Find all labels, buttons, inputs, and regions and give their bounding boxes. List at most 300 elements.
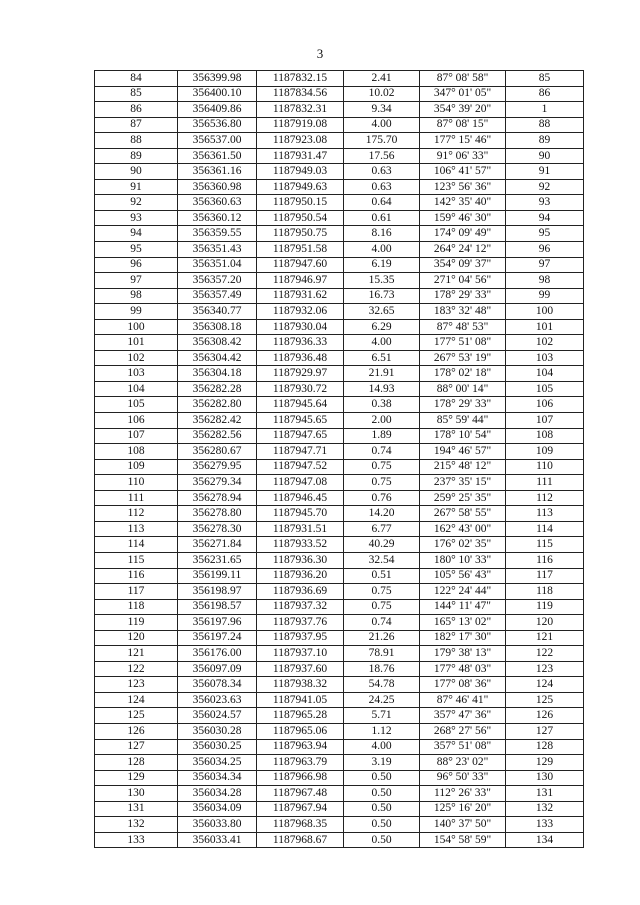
y-coordinate-cell: 1187937.10 [257, 646, 344, 662]
x-coordinate-cell: 356033.80 [178, 817, 257, 833]
point-number-cell: 119 [95, 615, 178, 631]
bearing-cell: 162° 43' 00" [420, 521, 506, 537]
bearing-cell: 267° 58' 55" [420, 506, 506, 522]
point-number-cell: 113 [95, 521, 178, 537]
x-coordinate-cell: 356034.09 [178, 801, 257, 817]
x-coordinate-cell: 356176.00 [178, 646, 257, 662]
y-coordinate-cell: 1187937.95 [257, 630, 344, 646]
table-row [95, 195, 584, 211]
bearing-cell: 177° 51' 08" [420, 335, 506, 351]
bearing-cell: 178° 29' 33" [420, 397, 506, 413]
table-row [95, 661, 584, 677]
bearing-cell: 264° 24' 12" [420, 242, 506, 258]
y-coordinate-cell: 1187931.51 [257, 521, 344, 537]
table-row [95, 475, 584, 491]
y-coordinate-cell: 1187931.62 [257, 288, 344, 304]
x-coordinate-cell: 356361.16 [178, 164, 257, 180]
y-coordinate-cell: 1187967.94 [257, 801, 344, 817]
bearing-cell: 105° 56' 43" [420, 568, 506, 584]
next-point-cell: 107 [506, 413, 584, 429]
x-coordinate-cell: 356537.00 [178, 133, 257, 149]
point-number-cell: 114 [95, 537, 178, 553]
bearing-cell: 179° 38' 13" [420, 646, 506, 662]
point-number-cell: 98 [95, 288, 178, 304]
y-coordinate-cell: 1187945.70 [257, 506, 344, 522]
point-number-cell: 95 [95, 242, 178, 258]
next-point-cell: 86 [506, 86, 584, 102]
distance-cell: 78.91 [344, 646, 420, 662]
table-row [95, 506, 584, 522]
table-row [95, 630, 584, 646]
point-number-cell: 132 [95, 817, 178, 833]
bearing-cell: 87° 46' 41" [420, 692, 506, 708]
next-point-cell: 109 [506, 444, 584, 460]
distance-cell: 5.71 [344, 708, 420, 724]
x-coordinate-cell: 356197.96 [178, 615, 257, 631]
x-coordinate-cell: 356351.04 [178, 257, 257, 273]
y-coordinate-cell: 1187949.03 [257, 164, 344, 180]
distance-cell: 0.64 [344, 195, 420, 211]
distance-cell: 0.75 [344, 475, 420, 491]
bearing-cell: 215° 48' 12" [420, 459, 506, 475]
y-coordinate-cell: 1187947.08 [257, 475, 344, 491]
distance-cell: 0.61 [344, 210, 420, 226]
next-point-cell: 113 [506, 506, 584, 522]
y-coordinate-cell: 1187967.48 [257, 786, 344, 802]
table-row [95, 164, 584, 180]
next-point-cell: 1 [506, 102, 584, 118]
distance-cell: 32.65 [344, 304, 420, 320]
distance-cell: 24.25 [344, 692, 420, 708]
point-number-cell: 129 [95, 770, 178, 786]
bearing-cell: 267° 53' 19" [420, 350, 506, 366]
bearing-cell: 268° 27' 56" [420, 723, 506, 739]
distance-cell: 6.29 [344, 319, 420, 335]
y-coordinate-cell: 1187941.05 [257, 692, 344, 708]
point-number-cell: 106 [95, 413, 178, 429]
distance-cell: 0.75 [344, 584, 420, 600]
bearing-cell: 112° 26' 33" [420, 786, 506, 802]
point-number-cell: 111 [95, 490, 178, 506]
distance-cell: 1.89 [344, 428, 420, 444]
y-coordinate-cell: 1187950.15 [257, 195, 344, 211]
bearing-cell: 87° 48' 53" [420, 319, 506, 335]
bearing-cell: 142° 35' 40" [420, 195, 506, 211]
distance-cell: 4.00 [344, 335, 420, 351]
distance-cell: 6.51 [344, 350, 420, 366]
point-number-cell: 118 [95, 599, 178, 615]
next-point-cell: 119 [506, 599, 584, 615]
bearing-cell: 182° 17' 30" [420, 630, 506, 646]
y-coordinate-cell: 1187937.60 [257, 661, 344, 677]
table-row [95, 179, 584, 195]
y-coordinate-cell: 1187968.35 [257, 817, 344, 833]
y-coordinate-cell: 1187949.63 [257, 179, 344, 195]
distance-cell: 0.63 [344, 179, 420, 195]
next-point-cell: 89 [506, 133, 584, 149]
next-point-cell: 88 [506, 117, 584, 133]
next-point-cell: 127 [506, 723, 584, 739]
y-coordinate-cell: 1187947.71 [257, 444, 344, 460]
next-point-cell: 94 [506, 210, 584, 226]
next-point-cell: 117 [506, 568, 584, 584]
next-point-cell: 97 [506, 257, 584, 273]
point-number-cell: 100 [95, 319, 178, 335]
point-number-cell: 87 [95, 117, 178, 133]
bearing-cell: 357° 51' 08" [420, 739, 506, 755]
table-row [95, 366, 584, 382]
y-coordinate-cell: 1187930.72 [257, 381, 344, 397]
next-point-cell: 96 [506, 242, 584, 258]
next-point-cell: 108 [506, 428, 584, 444]
table-row [95, 584, 584, 600]
next-point-cell: 102 [506, 335, 584, 351]
bearing-cell: 178° 10' 54" [420, 428, 506, 444]
bearing-cell: 159° 46' 30" [420, 210, 506, 226]
distance-cell: 17.56 [344, 148, 420, 164]
coordinates-table-body [95, 71, 584, 848]
distance-cell: 2.41 [344, 71, 420, 87]
table-row [95, 397, 584, 413]
distance-cell: 0.50 [344, 832, 420, 848]
bearing-cell: 154° 58' 59" [420, 832, 506, 848]
point-number-cell: 127 [95, 739, 178, 755]
point-number-cell: 84 [95, 71, 178, 87]
y-coordinate-cell: 1187963.79 [257, 755, 344, 771]
next-point-cell: 95 [506, 226, 584, 242]
point-number-cell: 86 [95, 102, 178, 118]
table-row [95, 117, 584, 133]
distance-cell: 1.12 [344, 723, 420, 739]
distance-cell: 175.70 [344, 133, 420, 149]
table-row [95, 521, 584, 537]
point-number-cell: 88 [95, 133, 178, 149]
point-number-cell: 101 [95, 335, 178, 351]
next-point-cell: 125 [506, 692, 584, 708]
y-coordinate-cell: 1187946.97 [257, 273, 344, 289]
table-row [95, 677, 584, 693]
bearing-cell: 177° 48' 03" [420, 661, 506, 677]
y-coordinate-cell: 1187951.58 [257, 242, 344, 258]
bearing-cell: 122° 24' 44" [420, 584, 506, 600]
x-coordinate-cell: 356199.11 [178, 568, 257, 584]
bearing-cell: 357° 47' 36" [420, 708, 506, 724]
y-coordinate-cell: 1187931.47 [257, 148, 344, 164]
bearing-cell: 165° 13' 02" [420, 615, 506, 631]
bearing-cell: 178° 02' 18" [420, 366, 506, 382]
y-coordinate-cell: 1187968.67 [257, 832, 344, 848]
y-coordinate-cell: 1187932.06 [257, 304, 344, 320]
distance-cell: 2.00 [344, 413, 420, 429]
bearing-cell: 180° 10' 33" [420, 552, 506, 568]
x-coordinate-cell: 356282.80 [178, 397, 257, 413]
y-coordinate-cell: 1187933.52 [257, 537, 344, 553]
distance-cell: 0.50 [344, 801, 420, 817]
distance-cell: 21.91 [344, 366, 420, 382]
bearing-cell: 123° 56' 36" [420, 179, 506, 195]
x-coordinate-cell: 356034.28 [178, 786, 257, 802]
y-coordinate-cell: 1187947.60 [257, 257, 344, 273]
x-coordinate-cell: 356409.86 [178, 102, 257, 118]
x-coordinate-cell: 356340.77 [178, 304, 257, 320]
distance-cell: 4.00 [344, 242, 420, 258]
y-coordinate-cell: 1187923.08 [257, 133, 344, 149]
table-row [95, 817, 584, 833]
distance-cell: 14.20 [344, 506, 420, 522]
point-number-cell: 107 [95, 428, 178, 444]
table-row [95, 552, 584, 568]
point-number-cell: 120 [95, 630, 178, 646]
point-number-cell: 108 [95, 444, 178, 460]
x-coordinate-cell: 356304.18 [178, 366, 257, 382]
table-row [95, 459, 584, 475]
table-row [95, 413, 584, 429]
distance-cell: 32.54 [344, 552, 420, 568]
table-row [95, 537, 584, 553]
x-coordinate-cell: 356360.98 [178, 179, 257, 195]
table-row [95, 801, 584, 817]
point-number-cell: 89 [95, 148, 178, 164]
next-point-cell: 129 [506, 755, 584, 771]
y-coordinate-cell: 1187947.52 [257, 459, 344, 475]
distance-cell: 0.50 [344, 817, 420, 833]
y-coordinate-cell: 1187936.30 [257, 552, 344, 568]
table-row [95, 257, 584, 273]
y-coordinate-cell: 1187945.64 [257, 397, 344, 413]
y-coordinate-cell: 1187936.20 [257, 568, 344, 584]
x-coordinate-cell: 356278.94 [178, 490, 257, 506]
point-number-cell: 109 [95, 459, 178, 475]
bearing-cell: 178° 29' 33" [420, 288, 506, 304]
x-coordinate-cell: 356359.55 [178, 226, 257, 242]
point-number-cell: 121 [95, 646, 178, 662]
bearing-cell: 354° 39' 20" [420, 102, 506, 118]
y-coordinate-cell: 1187950.75 [257, 226, 344, 242]
distance-cell: 21.26 [344, 630, 420, 646]
point-number-cell: 117 [95, 584, 178, 600]
x-coordinate-cell: 356024.57 [178, 708, 257, 724]
distance-cell: 6.77 [344, 521, 420, 537]
next-point-cell: 105 [506, 381, 584, 397]
x-coordinate-cell: 356278.80 [178, 506, 257, 522]
y-coordinate-cell: 1187937.76 [257, 615, 344, 631]
x-coordinate-cell: 356034.34 [178, 770, 257, 786]
table-row [95, 490, 584, 506]
next-point-cell: 116 [506, 552, 584, 568]
y-coordinate-cell: 1187946.45 [257, 490, 344, 506]
table-row [95, 242, 584, 258]
y-coordinate-cell: 1187965.28 [257, 708, 344, 724]
table-row [95, 133, 584, 149]
y-coordinate-cell: 1187832.31 [257, 102, 344, 118]
x-coordinate-cell: 356400.10 [178, 86, 257, 102]
table-row [95, 723, 584, 739]
bearing-cell: 144° 11' 47" [420, 599, 506, 615]
next-point-cell: 123 [506, 661, 584, 677]
distance-cell: 0.74 [344, 444, 420, 460]
y-coordinate-cell: 1187950.54 [257, 210, 344, 226]
bearing-cell: 237° 35' 15" [420, 475, 506, 491]
bearing-cell: 87° 08' 58" [420, 71, 506, 87]
point-number-cell: 105 [95, 397, 178, 413]
table-row [95, 428, 584, 444]
x-coordinate-cell: 356536.80 [178, 117, 257, 133]
next-point-cell: 112 [506, 490, 584, 506]
x-coordinate-cell: 356097.09 [178, 661, 257, 677]
x-coordinate-cell: 356198.57 [178, 599, 257, 615]
next-point-cell: 110 [506, 459, 584, 475]
table-row [95, 646, 584, 662]
x-coordinate-cell: 356351.43 [178, 242, 257, 258]
x-coordinate-cell: 356271.84 [178, 537, 257, 553]
y-coordinate-cell: 1187929.97 [257, 366, 344, 382]
x-coordinate-cell: 356030.28 [178, 723, 257, 739]
bearing-cell: 177° 08' 36" [420, 677, 506, 693]
next-point-cell: 92 [506, 179, 584, 195]
y-coordinate-cell: 1187938.32 [257, 677, 344, 693]
next-point-cell: 131 [506, 786, 584, 802]
bearing-cell: 271° 04' 56" [420, 273, 506, 289]
point-number-cell: 90 [95, 164, 178, 180]
point-number-cell: 126 [95, 723, 178, 739]
bearing-cell: 174° 09' 49" [420, 226, 506, 242]
point-number-cell: 91 [95, 179, 178, 195]
table-row [95, 335, 584, 351]
distance-cell: 0.75 [344, 459, 420, 475]
point-number-cell: 128 [95, 755, 178, 771]
y-coordinate-cell: 1187947.65 [257, 428, 344, 444]
distance-cell: 15.35 [344, 273, 420, 289]
table-row [95, 444, 584, 460]
next-point-cell: 118 [506, 584, 584, 600]
next-point-cell: 101 [506, 319, 584, 335]
x-coordinate-cell: 356360.63 [178, 195, 257, 211]
x-coordinate-cell: 356280.67 [178, 444, 257, 460]
y-coordinate-cell: 1187936.48 [257, 350, 344, 366]
distance-cell: 0.76 [344, 490, 420, 506]
table-row [95, 786, 584, 802]
distance-cell: 3.19 [344, 755, 420, 771]
point-number-cell: 112 [95, 506, 178, 522]
distance-cell: 0.50 [344, 770, 420, 786]
point-number-cell: 122 [95, 661, 178, 677]
distance-cell: 4.00 [344, 739, 420, 755]
bearing-cell: 176° 02' 35" [420, 537, 506, 553]
bearing-cell: 88° 23' 02" [420, 755, 506, 771]
point-number-cell: 85 [95, 86, 178, 102]
x-coordinate-cell: 356308.42 [178, 335, 257, 351]
table-row [95, 226, 584, 242]
y-coordinate-cell: 1187919.08 [257, 117, 344, 133]
x-coordinate-cell: 356360.12 [178, 210, 257, 226]
x-coordinate-cell: 356231.65 [178, 552, 257, 568]
y-coordinate-cell: 1187963.94 [257, 739, 344, 755]
table-row [95, 102, 584, 118]
y-coordinate-cell: 1187936.33 [257, 335, 344, 351]
bearing-cell: 183° 32' 48" [420, 304, 506, 320]
distance-cell: 10.02 [344, 86, 420, 102]
distance-cell: 14.93 [344, 381, 420, 397]
table-row [95, 273, 584, 289]
table-row [95, 71, 584, 87]
next-point-cell: 98 [506, 273, 584, 289]
distance-cell: 0.50 [344, 786, 420, 802]
y-coordinate-cell: 1187832.15 [257, 71, 344, 87]
y-coordinate-cell: 1187834.56 [257, 86, 344, 102]
y-coordinate-cell: 1187945.65 [257, 413, 344, 429]
x-coordinate-cell: 356197.24 [178, 630, 257, 646]
distance-cell: 16.73 [344, 288, 420, 304]
point-number-cell: 96 [95, 257, 178, 273]
bearing-cell: 140° 37' 50" [420, 817, 506, 833]
x-coordinate-cell: 356282.42 [178, 413, 257, 429]
table-row [95, 615, 584, 631]
distance-cell: 9.34 [344, 102, 420, 118]
point-number-cell: 94 [95, 226, 178, 242]
x-coordinate-cell: 356279.95 [178, 459, 257, 475]
next-point-cell: 93 [506, 195, 584, 211]
next-point-cell: 99 [506, 288, 584, 304]
table-row [95, 86, 584, 102]
point-number-cell: 131 [95, 801, 178, 817]
bearing-cell: 347° 01' 05" [420, 86, 506, 102]
point-number-cell: 133 [95, 832, 178, 848]
next-point-cell: 120 [506, 615, 584, 631]
bearing-cell: 87° 08' 15" [420, 117, 506, 133]
point-number-cell: 123 [95, 677, 178, 693]
distance-cell: 0.38 [344, 397, 420, 413]
distance-cell: 4.00 [344, 117, 420, 133]
point-number-cell: 93 [95, 210, 178, 226]
x-coordinate-cell: 356279.34 [178, 475, 257, 491]
table-row [95, 739, 584, 755]
x-coordinate-cell: 356198.97 [178, 584, 257, 600]
table-row [95, 770, 584, 786]
next-point-cell: 124 [506, 677, 584, 693]
x-coordinate-cell: 356357.49 [178, 288, 257, 304]
table-row [95, 148, 584, 164]
table-row [95, 832, 584, 848]
x-coordinate-cell: 356304.42 [178, 350, 257, 366]
point-number-cell: 102 [95, 350, 178, 366]
table-row [95, 288, 584, 304]
point-number-cell: 103 [95, 366, 178, 382]
next-point-cell: 115 [506, 537, 584, 553]
y-coordinate-cell: 1187936.69 [257, 584, 344, 600]
point-number-cell: 110 [95, 475, 178, 491]
x-coordinate-cell: 356278.30 [178, 521, 257, 537]
y-coordinate-cell: 1187965.06 [257, 723, 344, 739]
point-number-cell: 99 [95, 304, 178, 320]
next-point-cell: 121 [506, 630, 584, 646]
table-row [95, 304, 584, 320]
y-coordinate-cell: 1187966.98 [257, 770, 344, 786]
distance-cell: 0.75 [344, 599, 420, 615]
next-point-cell: 122 [506, 646, 584, 662]
bearing-cell: 194° 46' 57" [420, 444, 506, 460]
table-row [95, 568, 584, 584]
point-number-cell: 92 [95, 195, 178, 211]
bearing-cell: 91° 06' 33" [420, 148, 506, 164]
next-point-cell: 85 [506, 71, 584, 87]
x-coordinate-cell: 356361.50 [178, 148, 257, 164]
next-point-cell: 130 [506, 770, 584, 786]
bearing-cell: 177° 15' 46" [420, 133, 506, 149]
page-number: 3 [316, 46, 324, 61]
bearing-cell: 106° 41' 57" [420, 164, 506, 180]
point-number-cell: 104 [95, 381, 178, 397]
bearing-cell: 354° 09' 37" [420, 257, 506, 273]
